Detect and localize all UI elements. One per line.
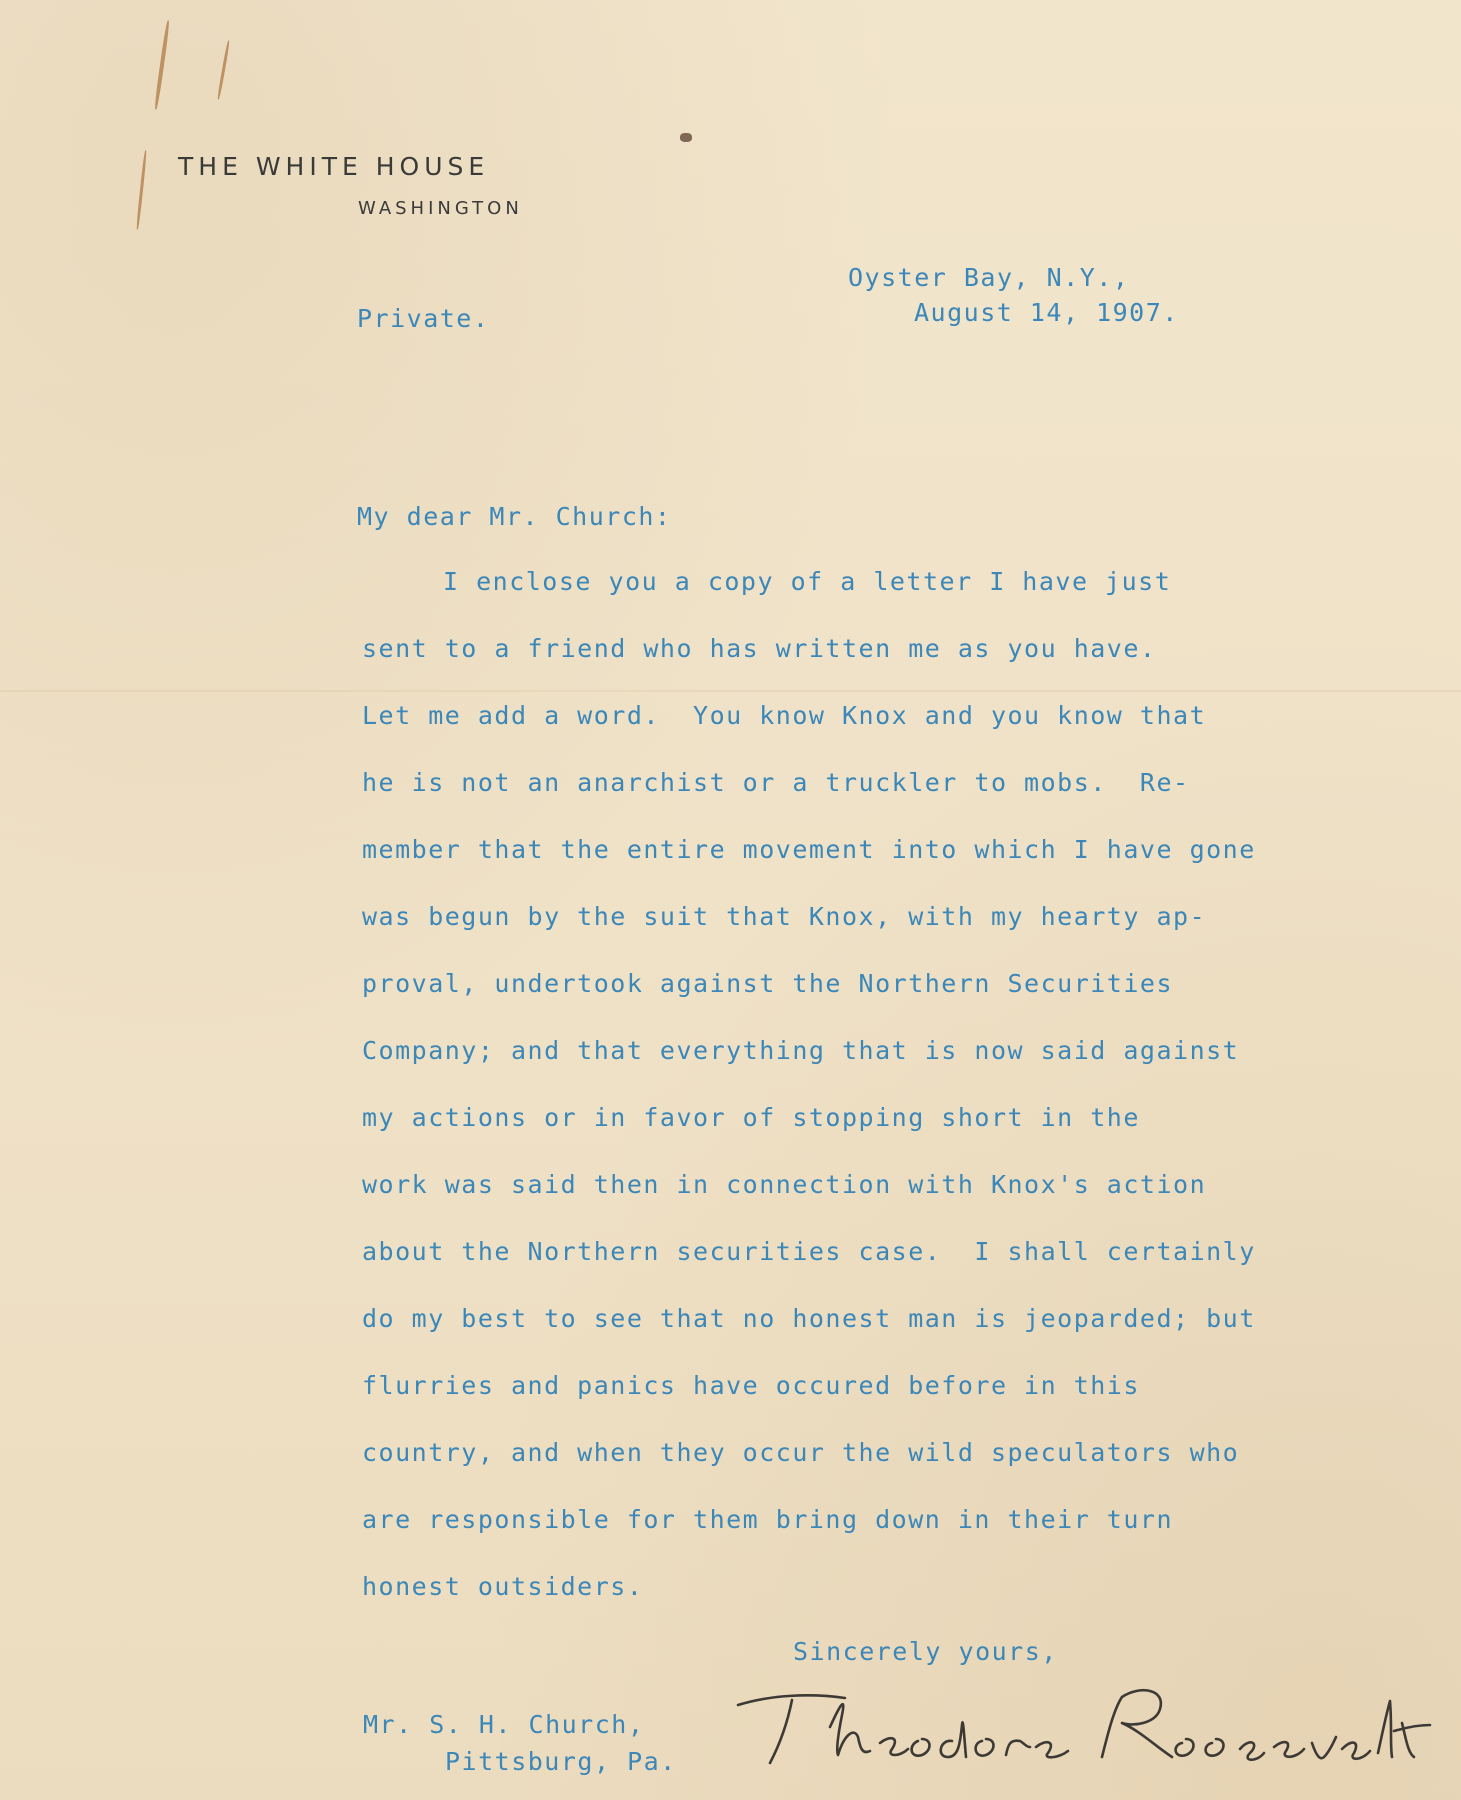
date-line: August 14, 1907. xyxy=(914,298,1179,327)
body-line: flurries and panics have occured before in this xyxy=(362,1371,1140,1400)
body-line: honest outsiders. xyxy=(362,1572,644,1601)
place-line: Oyster Bay, N.Y., xyxy=(848,263,1130,292)
body-line: country, and when they occur the wild speculators who xyxy=(362,1438,1240,1467)
body-line: are responsible for them bring down in their turn xyxy=(362,1505,1174,1534)
body-line: he is not an anarchist or a truckler to mobs. Re- xyxy=(362,768,1190,797)
paper-fold xyxy=(0,690,1461,692)
body-line: work was said then in connection with Knox's action xyxy=(362,1170,1207,1199)
body-line: proval, undertook against the Northern Securities xyxy=(362,969,1174,998)
body-line: was begun by the suit that Knox, with my hearty ap- xyxy=(362,902,1207,931)
recipient-name: Mr. S. H. Church, xyxy=(363,1710,645,1739)
paper-stain xyxy=(217,40,230,100)
body-line: member that the entire movement into which I have gone xyxy=(362,835,1256,864)
body-line: about the Northern securities case. I shall certainly xyxy=(362,1237,1256,1266)
private-marking: Private. xyxy=(357,304,490,333)
body-line: my actions or in favor of stopping short in the xyxy=(362,1103,1140,1132)
body-line: I enclose you a copy of a letter I have just xyxy=(443,567,1172,596)
paper-stain xyxy=(136,150,147,230)
salutation: My dear Mr. Church: xyxy=(357,502,672,531)
body-line: sent to a friend who has written me as you have. xyxy=(362,634,1157,663)
body-line: Company; and that everything that is now said against xyxy=(362,1036,1240,1065)
signature xyxy=(730,1665,1435,1780)
body-line: Let me add a word. You know Knox and you know that xyxy=(362,701,1207,730)
recipient-city: Pittsburg, Pa. xyxy=(445,1747,677,1776)
signature-scrawl xyxy=(730,1665,1435,1780)
body-line: do my best to see that no honest man is jeoparded; but xyxy=(362,1304,1256,1333)
paper-stain xyxy=(680,133,692,142)
letterhead-title: THE WHITE HOUSE xyxy=(178,152,490,181)
letterhead-subtitle: WASHINGTON xyxy=(358,198,523,219)
closing: Sincerely yours, xyxy=(793,1637,1058,1666)
paper-stain xyxy=(154,20,170,110)
letterhead xyxy=(178,152,523,219)
